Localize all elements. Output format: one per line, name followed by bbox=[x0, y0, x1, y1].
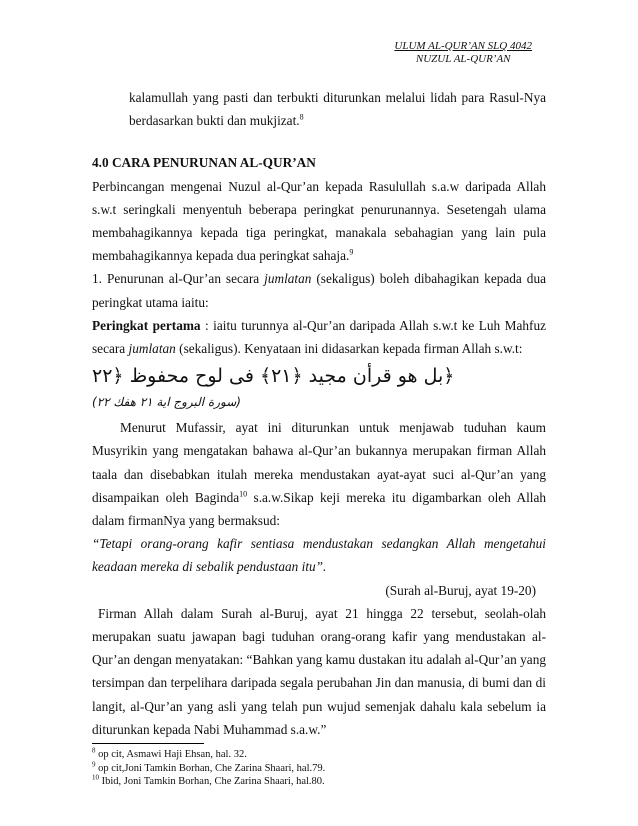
arabic-verse: ﴿بل هو قرأن مجيد ﴿٢١﴾ فى لوح محفوظ ﴿٢٢ bbox=[92, 365, 455, 388]
paragraph-text: (sekaligus) boleh dibahagikan kepada dua peringkat utama iaitu: bbox=[92, 271, 546, 310]
footnote-ref: 10 bbox=[239, 489, 248, 499]
footnote-10 bbox=[92, 775, 546, 789]
header-chapter: NUZUL AL-QUR’AN bbox=[415, 53, 511, 65]
arabic-verse-reference: (سورة البروج اية ٢١ هفك ٢٢) bbox=[92, 395, 241, 410]
quote-translation: “Tetapi orang-orang kafir sentiasa mendustakan sedangkan Allah mengetahui keadaan mereka di sebalik pendustaan itu”. bbox=[92, 536, 546, 575]
page-body bbox=[92, 86, 546, 789]
paragraph-continuation bbox=[92, 86, 546, 132]
footnote-8 bbox=[92, 748, 546, 762]
italic-term: jumlatan bbox=[128, 341, 176, 357]
paragraph-stage-1 bbox=[92, 314, 546, 360]
paragraph-text: kalamullah yang pasti dan terbukti diturunkan melalui lidah para Rasul-Nya berdasarkan bukti dan mukjizat. bbox=[129, 90, 546, 129]
paragraph-text: : iaitu turunnya al-Qur’an daripada Allah s.w.t ke Luh Mahfuz secara bbox=[92, 317, 546, 357]
italic-term: jumlatan bbox=[264, 271, 312, 287]
paragraph-intro bbox=[92, 175, 546, 268]
header-course: ULUM AL-QUR’AN SLQ 4042 bbox=[394, 40, 532, 52]
footnote-number: 9 bbox=[92, 760, 96, 769]
paragraph-text: (sekaligus). Kenyataan ini didasarkan kepada firman Allah s.w.t: bbox=[175, 341, 523, 357]
footnote-number: 8 bbox=[92, 746, 96, 755]
paragraph-point-1 bbox=[92, 267, 546, 313]
footnote-ref: 8 bbox=[299, 112, 304, 122]
quote-reference: (Surah al-Buruj, ayat 19-20) bbox=[385, 582, 536, 598]
paragraph-text: s.a.w.Sikap keji mereka itu digambarkan oleh Allah dalam firmanNya yang bermaksud: bbox=[92, 489, 547, 529]
paragraph-explanation: Firman Allah dalam Surah al-Buruj, ayat 21 hingga 22 tersebut, seolah-olah merupakan suatu jawapan bagi tuduhan orang-orang kafir yang mendustakan al-Qur’an dengan menyatakan: “Bahkan yang kamu dustakan itu adalah al-Qur’an yang tersimpan dan terpelihara daripada segala perubahan Jin dan manusia, di bumi dan di langit, al-Qur’an yang asli yang telah pun wujud semenjak dahalu kala sebelum ia diturunkan kepada Nabi Muhammad s.a.w.” bbox=[92, 605, 546, 737]
bold-term: Peringkat pertama bbox=[92, 317, 201, 333]
paragraph-text: Perbincangan mengenai Nuzul al-Qur’an kepada Rasulullah s.a.w daripada Allah s.w.t seringkali menyentuh beberapa peringkat penurunannya. Sesetengah ulama membahagikannya kepada tiga peringkat, manakala sebahagian yang lain pula membahagikannya kepada dua peringkat sahaja. bbox=[92, 178, 546, 264]
footnote-text: op cit, Asmawi Haji Ehsan, hal. 32. bbox=[98, 749, 247, 761]
footnote-9 bbox=[92, 762, 546, 776]
footnote-text: op cit,Joni Tamkin Borhan, Che Zarina Shaari, hal.79. bbox=[98, 762, 326, 774]
footnote-ref: 9 bbox=[349, 247, 354, 257]
paragraph-tafsir bbox=[92, 416, 546, 532]
footnote-divider bbox=[92, 743, 204, 744]
paragraph-text: Menurut Mufassir, ayat ini diturunkan untuk menjawab tuduhan kaum Musyrikin yang mengatakan bahawa al-Qur’an bukannya merupakan firman Allah taala dan disebabkan itulah mereka mendustakan ayat-ayat suci al-Qur’an yang disampaikan oleh Baginda bbox=[92, 420, 546, 505]
paragraph-text: 1. Penurunan al-Qur’an secara bbox=[92, 271, 265, 287]
running-header bbox=[394, 40, 532, 66]
footnote-text: Ibid, Joni Tamkin Borhan, Che Zarina Shaari, hal.80. bbox=[101, 776, 325, 788]
section-heading: 4.0 CARA PENURUNAN AL-QUR’AN bbox=[92, 155, 316, 171]
footnote-number: 10 bbox=[92, 773, 99, 782]
